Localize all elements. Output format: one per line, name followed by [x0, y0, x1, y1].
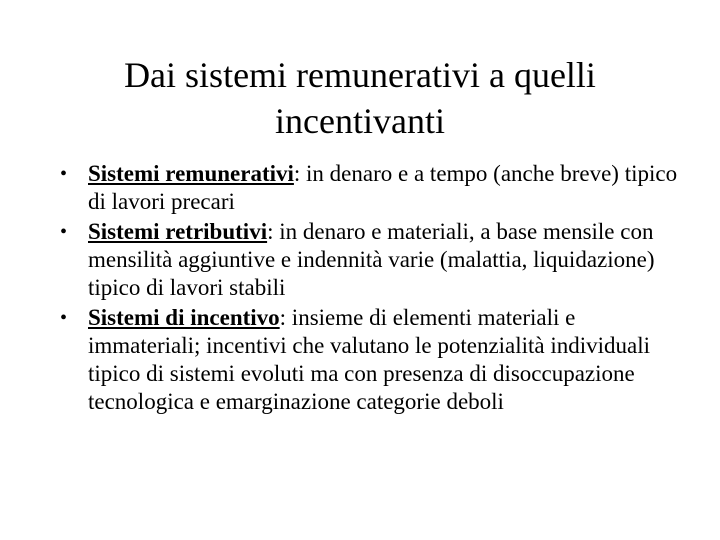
bullet-icon: •	[60, 163, 68, 185]
bullet-item-remunerativi	[58, 160, 678, 216]
bullet-item-incentivo	[58, 304, 678, 416]
bullet-text: : in denaro e a tempo (anche breve) tipico di lavori precari	[88, 161, 678, 214]
bullet-term: Sistemi di incentivo	[88, 305, 280, 330]
slide-title: Dai sistemi remunerativi a quelli incentivanti	[124, 55, 596, 141]
bullet-icon: •	[60, 307, 68, 329]
bullet-text: : insieme di elementi materiali e immateriali; incentivi che valutano le potenzialità individuali tipico di sistemi evoluti ma con presenza di disoccupazione tecnologica e emarginazione categorie deboli	[88, 305, 651, 414]
bullet-term: Sistemi remunerativi	[88, 161, 294, 186]
bullet-text: : in denaro e materiali, a base mensile con mensilità aggiuntive e indennità varie (malattia, liquidazione) tipico di lavori stabili	[88, 219, 655, 300]
bullet-term: Sistemi retributivi	[88, 219, 268, 244]
bullet-icon: •	[60, 221, 68, 243]
bullet-list	[58, 160, 678, 418]
bullet-item-retributivi	[58, 218, 678, 302]
